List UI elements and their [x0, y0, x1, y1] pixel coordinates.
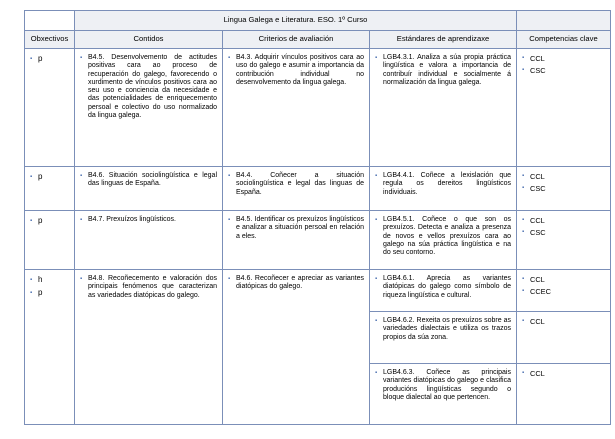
- competencias-cell: [517, 270, 611, 312]
- estandares-cell: [370, 167, 517, 211]
- competencia-item: ▪ CCL: [522, 54, 605, 63]
- header-objetivos: Obxectivos: [25, 31, 75, 49]
- contenido-item: ▪ B4.7. Prexuízos lingüísticos.: [80, 216, 217, 224]
- competencia-item: ▪ CSC: [522, 66, 605, 75]
- objetivo-item: ▪ p: [30, 172, 69, 182]
- contenido-item: ▪ B4.6. Situación sociolingüística e legal das linguas de España.: [80, 172, 217, 189]
- criterio-item: ▪ B4.4. Coñecer a situación sociolingüística e legal das linguas de España.: [228, 172, 364, 197]
- estandares-cell: [370, 364, 517, 425]
- criterios-cell: [223, 167, 370, 211]
- table-row: [25, 167, 611, 211]
- table-title-right-spacer: [517, 11, 611, 31]
- estandar-item: ▪ LGB4.6.3. Coñece as principais variantes diatópicas do galego e clasifica producións lingüísticas segundo o bloque dialectal ao que pertencen.: [375, 369, 511, 402]
- objetivo-item: ▪ p: [30, 288, 69, 298]
- criterio-item: ▪ B4.5. Identificar os prexuízos lingüísticos e analizar a situación persoal en relación a eles.: [228, 216, 364, 241]
- competencia-item: ▪ CCL: [522, 216, 605, 225]
- objetivos-cell: [25, 270, 75, 425]
- objetivos-cell: [25, 211, 75, 270]
- estandar-item: ▪ LGB4.6.1. Aprecia as variantes diatópicas do galego como símbolo de riqueza lingüística e cultural.: [375, 275, 511, 300]
- estandar-item: ▪ LGB4.4.1. Coñece a lexislación que regula os dereitos lingüísticos individuais.: [375, 172, 511, 197]
- estandares-cell: [370, 49, 517, 167]
- competencia-item: ▪ CSC: [522, 184, 605, 193]
- table-title-left-spacer: [25, 11, 75, 31]
- competencias-cell: [517, 211, 611, 270]
- competencias-cell: [517, 312, 611, 364]
- table-row: [25, 211, 611, 270]
- competencias-cell: [517, 364, 611, 425]
- competencia-item: ▪ CCL: [522, 317, 605, 326]
- contenidos-cell: [75, 167, 223, 211]
- contenidos-cell: [75, 270, 223, 425]
- competencias-cell: [517, 167, 611, 211]
- curriculum-table: [24, 10, 611, 425]
- objetivo-item: ▪ p: [30, 216, 69, 226]
- criterios-cell: [223, 270, 370, 425]
- competencia-item: ▪ CSC: [522, 228, 605, 237]
- header-competencias: Competencias clave: [517, 31, 611, 49]
- table-title: Lingua Galega e Literatura. ESO. 1º Curso: [75, 11, 517, 31]
- estandares-cell: [370, 270, 517, 312]
- header-criterios: Criterios de avaliación: [223, 31, 370, 49]
- estandar-item: ▪ LGB4.3.1. Analiza a súa propia práctica lingüística e valora a importancia de contribuír individual e socialmente á normalización da lingua galega.: [375, 54, 511, 87]
- estandar-item: ▪ LGB4.6.2. Rexeita os prexuízos sobre as variedades dialectais e utiliza os trazos propios da súa zona.: [375, 317, 511, 342]
- objetivo-item: ▪ p: [30, 54, 69, 64]
- criterios-cell: [223, 49, 370, 167]
- competencia-item: ▪ CCL: [522, 369, 605, 378]
- competencia-item: ▪ CCL: [522, 275, 605, 284]
- header-contenidos: Contidos: [75, 31, 223, 49]
- objetivos-cell: [25, 49, 75, 167]
- objetivos-cell: [25, 167, 75, 211]
- table-row: [25, 49, 611, 167]
- contenidos-cell: [75, 49, 223, 167]
- contenido-item: ▪ B4.8. Recoñecemento e valoración dos principais fenómenos que caracterizan as variedades diatópicas do galego.: [80, 275, 217, 300]
- estandares-cell: [370, 211, 517, 270]
- competencia-item: ▪ CCEC: [522, 287, 605, 296]
- contenidos-cell: [75, 211, 223, 270]
- contenido-item: ▪ B4.5. Desenvolvemento de actitudes positivas cara ao proceso de recuperación do galego, favorecendo o xurdimento de vínculos positivos cara ao seu uso e conciencia da necesidade e das potencialidades de enriquecemento persoal e colectivo do uso normalizado da lingua galega.: [80, 54, 217, 120]
- competencias-cell: [517, 49, 611, 167]
- criterios-cell: [223, 211, 370, 270]
- estandar-item: ▪ LGB4.5.1. Coñece o que son os prexuízos. Detecta e analiza a presenza de novos e vellos prexuízos cara ao galego na súa práctica lingüística e na do seu contorno.: [375, 216, 511, 257]
- competencia-item: ▪ CCL: [522, 172, 605, 181]
- criterio-item: ▪ B4.3. Adquirir vínculos positivos cara ao uso do galego e asumir a importancia da contribución individual no desenvolvemento da lingua galega.: [228, 54, 364, 87]
- table-row: [25, 270, 611, 312]
- criterio-item: ▪ B4.6. Recoñecer e apreciar as variantes diatópicas do galego.: [228, 275, 364, 292]
- header-estandares: Estándares de aprendizaxe: [370, 31, 517, 49]
- objetivo-item: ▪ h: [30, 275, 69, 285]
- estandares-cell: [370, 312, 517, 364]
